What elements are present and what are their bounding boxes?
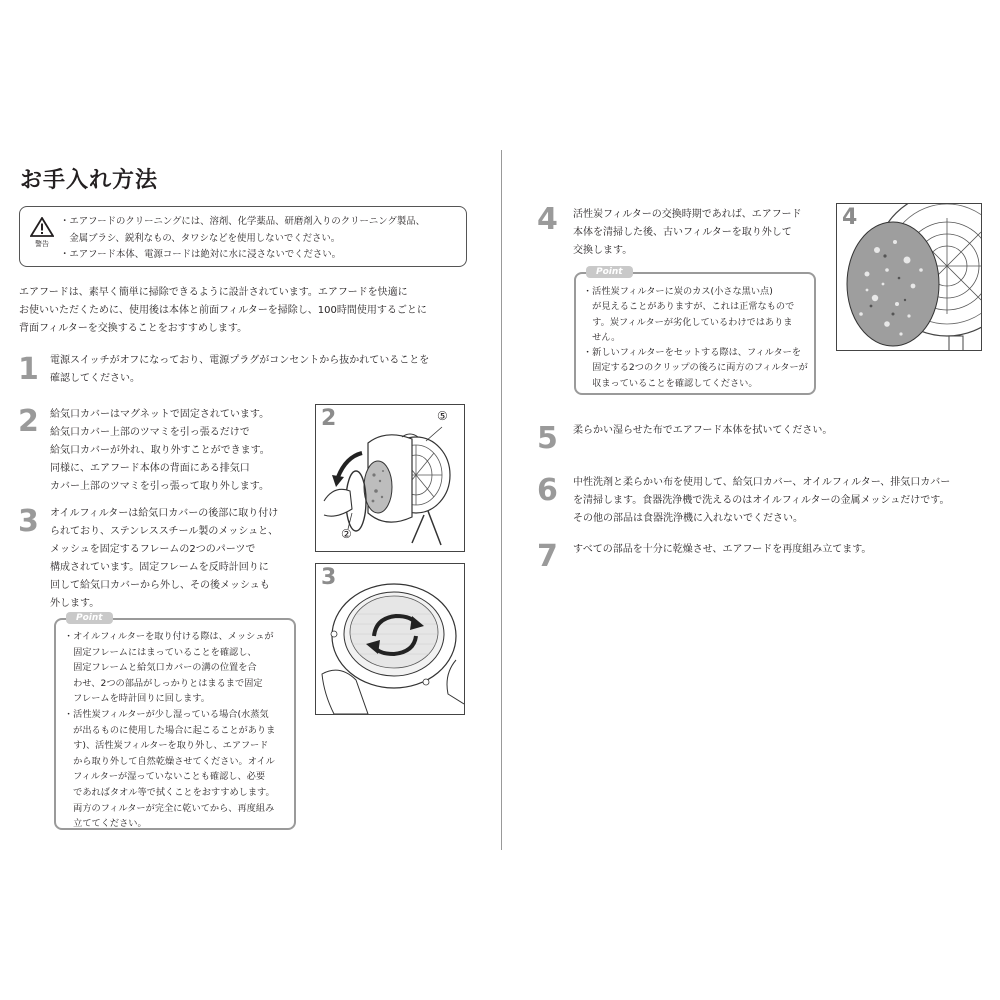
step-number: 1 (18, 352, 39, 387)
callout-label: ② (341, 527, 352, 541)
step-text: オイルフィルターは給気口カバーの後部に取り付け られており、ステンレススチール製のメッシュと、 メッシュを固定するフレームの2つのパーツで 構成されています。固定フレームを反時計回りに 回して給気口カバーから外し、その後メッシュも 外します。 (50, 508, 279, 609)
warning-triangle-icon (28, 217, 56, 249)
point-tag: Point (66, 612, 113, 624)
figure-number: 2 (321, 406, 337, 431)
callout-label: ⑤ (437, 409, 448, 423)
warning-line: 金属ブラシ、鋭利なもの、タワシなどを使用しないでください。 (60, 232, 341, 244)
air-inlet-cover-illustration (316, 405, 465, 552)
warning-box (19, 206, 467, 267)
step-text: 柔らかい湿らせた布でエアフード本体を拭いてください。 (573, 425, 833, 436)
step-text: すべての部品を十分に乾燥させ、エアフードを再度組み立てます。 (573, 544, 872, 555)
column-divider (501, 150, 502, 850)
step-text: 活性炭フィルターの交換時期であれば、エアフード 本体を清掃した後、古いフィルターを取り外して 交換します。 (573, 209, 802, 256)
oil-filter-rotate-illustration (316, 564, 465, 715)
figure-number: 4 (842, 205, 858, 230)
step-text: 電源スイッチがオフになっており、電源プラグがコンセントから抜かれていることを 確認してください。 (50, 355, 430, 384)
intro-text: エアフードは、素早く簡単に掃除できるように設計されています。エアフードを快適に お使いいただくために、使用後は本体と前面フィルターを掃除し、100時間使用するごとに 背面フィルターを交換することをおすすめします。 (19, 287, 427, 334)
step-number: 3 (18, 504, 39, 539)
step-number: 5 (537, 421, 558, 456)
figure-number: 3 (321, 565, 337, 590)
step-number: 6 (537, 473, 558, 508)
step-number: 7 (537, 539, 558, 574)
carbon-filter-illustration (837, 204, 982, 351)
figure-step-3 (315, 563, 465, 715)
warning-line: ・エアフード本体、電源コードは絶対に水に浸さないでください。 (60, 249, 341, 260)
warning-label: 警告 (35, 240, 49, 248)
step-text: 中性洗剤と柔らかい布を使用して、給気口カバー、オイルフィルター、排気口カバー を清掃します。食器洗浄機で洗えるのはオイルフィルターの金属メッシュだけです。 その他の部品は食器洗浄機に入れないでください。 (573, 477, 951, 524)
point-box: Point ・活性炭フィルターに炭のカス(小さな黒い点) が見えることがありますが、これは正常なもので す。炭フィルターが劣化しているわけではありま せん。 ・新しいフィルターをセットする際は、フィルターを 固定する2つのクリップの後ろに両方のフィルターが 収まっていることを確認してください。 (574, 272, 816, 395)
step-number: 4 (537, 202, 558, 237)
warning-line: ・エアフードのクリーニングには、溶剤、化学薬品、研磨剤入りのクリーニング製品、 (60, 216, 425, 227)
step-number: 2 (18, 404, 39, 439)
page-title: お手入れ方法 (20, 168, 159, 193)
point-tag: Point (586, 266, 633, 278)
figure-step-2 (315, 404, 465, 552)
point-box: Point ・オイルフィルターを取り付ける際は、メッシュが 固定フレームにはまっていることを確認し、 固定フレームと給気口カバーの溝の位置を合 わせ、2つの部品がしっかりとはまるまで固定 フレームを時計回りに回します。 ・活性炭フィルターが少し湿っている場合(水蒸気 が出るものに使用した場合に起こることがありま す)、活性炭フィルターを取り外し、エアフード から取り外して自然乾燥させてください。オイル フィルターが湿っていないことも確認し、必要 であればタオル等で拭くことをおすすめします。 両方のフィルターが完全に乾いてから、再度組み 立ててください。 (54, 618, 296, 830)
figure-step-4 (836, 203, 982, 351)
step-text: 給気口カバーはマグネットで固定されています。 給気口カバー上部のツマミを引っ張るだけで 給気口カバーが外れ、取り外すことができます。 同様に、エアフード本体の背面にある排気口 カバー上部のツマミを引っ張って取り外します。 (50, 409, 270, 492)
